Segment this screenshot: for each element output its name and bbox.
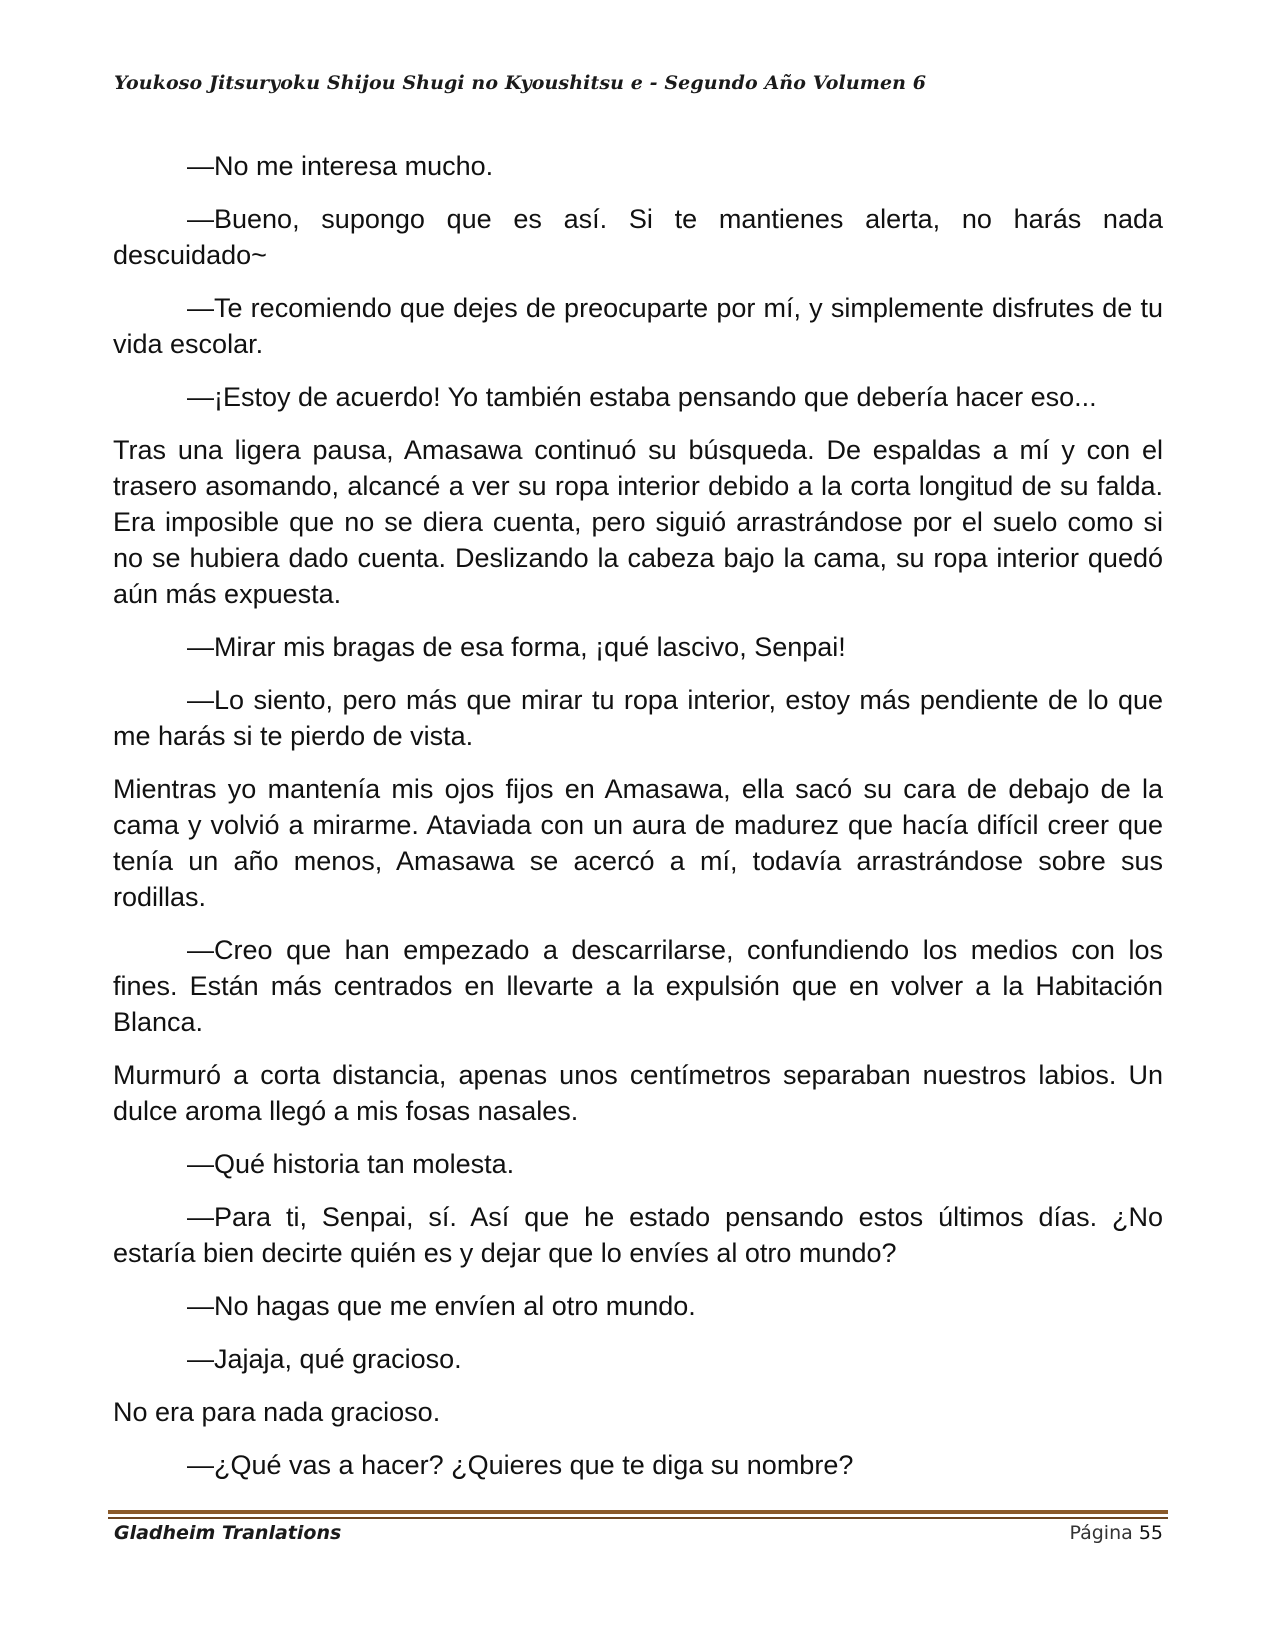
paragraph: Murmuró a corta distancia, apenas unos centímetros separaban nuestros labios. Un dulce aroma llegó a mis fosas nasales. bbox=[113, 1060, 1163, 1126]
paragraph: —No hagas que me envíen al otro mundo. bbox=[187, 1291, 696, 1321]
paragraph: —Jajaja, qué gracioso. bbox=[187, 1344, 462, 1374]
paragraph: —¡Estoy de acuerdo! Yo también estaba pensando que debería hacer eso... bbox=[187, 382, 1097, 412]
paragraph: —¿Qué vas a hacer? ¿Quieres que te diga su nombre? bbox=[187, 1450, 854, 1480]
paragraph: —Qué historia tan molesta. bbox=[187, 1149, 515, 1179]
footer-credit: Gladheim Tranlations bbox=[114, 1522, 342, 1544]
body-text bbox=[113, 148, 1163, 1500]
footer-divider bbox=[108, 1510, 1168, 1514]
paragraph: No era para nada gracioso. bbox=[113, 1397, 441, 1427]
paragraph: Tras una ligera pausa, Amasawa continuó su búsqueda. De espaldas a mí y con el trasero asomando, alcancé a ver su ropa interior debido a la corta longitud de su falda. Era imposible que no se diera cuenta, pero siguió arrastrándose por el suelo como si no se hubiera dado cuenta. Deslizando la cabeza bajo la cama, su ropa interior quedó aún más expuesta. bbox=[113, 435, 1163, 609]
footer-divider-thin bbox=[108, 1517, 1168, 1519]
paragraph: —Lo siento, pero más que mirar tu ropa interior, estoy más pendiente de lo que me harás si te pierdo de vista. bbox=[113, 685, 1163, 751]
paragraph: —Mirar mis bragas de esa forma, ¡qué lascivo, Senpai! bbox=[187, 632, 846, 662]
paragraph: —Creo que han empezado a descarrilarse, confundiendo los medios con los fines. Están más centrados en llevarte a la expulsión que en volver a la Habitación Blanca. bbox=[113, 935, 1163, 1037]
paragraph: —Para ti, Senpai, sí. Así que he estado pensando estos últimos días. ¿No estaría bien decirte quién es y dejar que lo envíes al otro mundo? bbox=[113, 1202, 1163, 1268]
page-number-block bbox=[1069, 1522, 1163, 1544]
paragraph: Mientras yo mantenía mis ojos fijos en Amasawa, ella sacó su cara de debajo de la cama y volvió a mirarme. Ataviada con un aura de madurez que hacía difícil creer que tenía un año menos, Amasawa se acercó a mí, todavía arrastrándose sobre sus rodillas. bbox=[113, 774, 1163, 912]
paragraph: —No me interesa mucho. bbox=[187, 151, 494, 181]
paragraph: —Bueno, supongo que es así. Si te mantienes alerta, no harás nada descuidado~ bbox=[113, 204, 1163, 270]
running-header: Youkoso Jitsuryoku Shijou Shugi no Kyoushitsu e - Segundo Año Volumen 6 bbox=[114, 72, 927, 94]
page-number: 55 bbox=[1138, 1522, 1163, 1544]
paragraph: —Te recomiendo que dejes de preocuparte por mí, y simplemente disfrutes de tu vida escolar. bbox=[113, 293, 1163, 359]
page-label: Página bbox=[1069, 1522, 1133, 1544]
